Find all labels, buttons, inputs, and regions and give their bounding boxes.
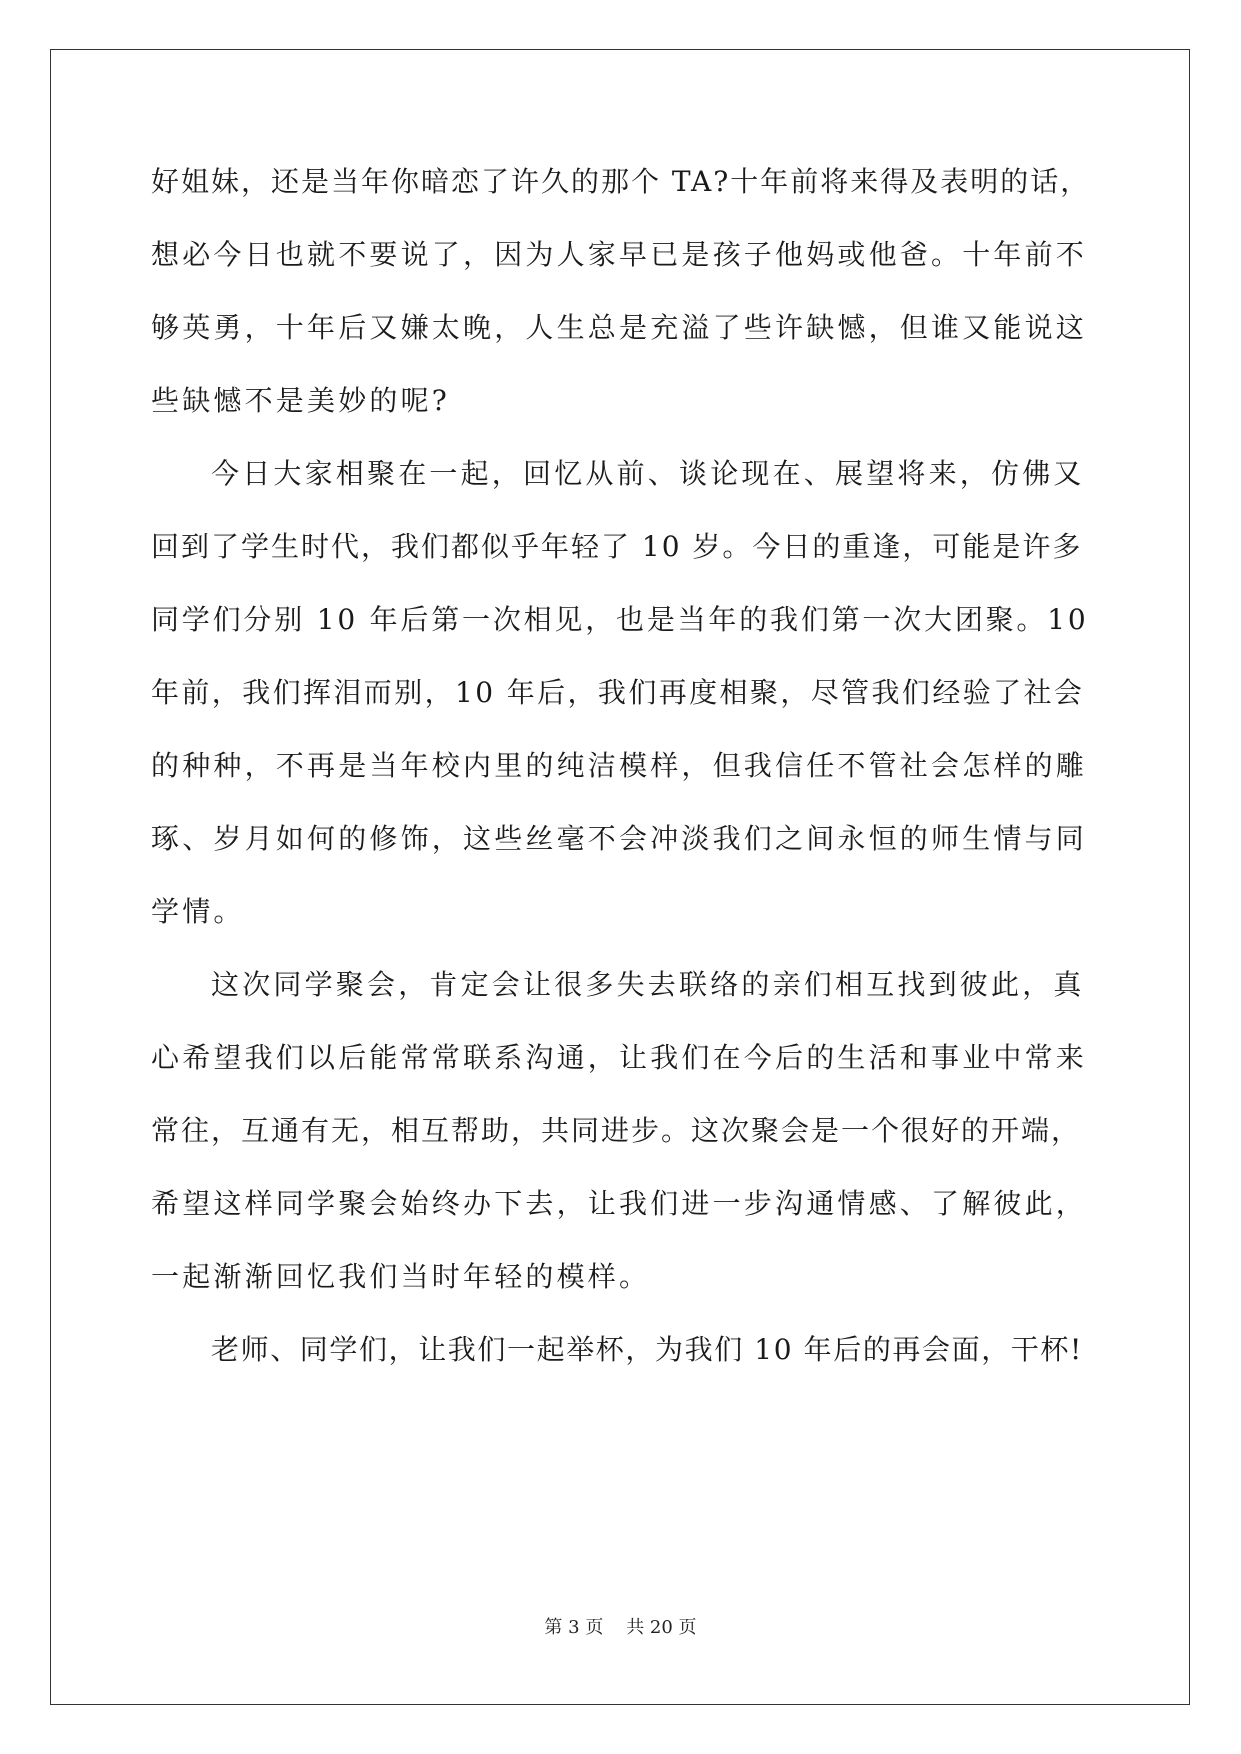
text-line: 年前，我们挥泪而别，10 年后，我们再度相聚，尽管我们经验了社会 (151, 676, 1085, 709)
paragraph-first-line: 今日大家相聚在一起，回忆从前、谈论现在、展望将来，仿佛又 (211, 457, 1085, 490)
text-line: 些缺憾不是美妙的呢? (151, 384, 451, 417)
text-line: 够英勇，十年后又嫌太晚，人生总是充溢了些许缺憾，但谁又能说这 (151, 311, 1088, 344)
text-line: 同学们分别 10 年后第一次相见，也是当年的我们第一次大团聚。10 (151, 603, 1089, 636)
text-line: 的种种，不再是当年校内里的纯洁模样，但我信任不管社会怎样的雕 (151, 749, 1088, 782)
paragraph-first-line: 老师、同学们，让我们一起举杯，为我们 10 年后的再会面，干杯! (211, 1333, 1083, 1366)
page-border (50, 49, 1190, 1705)
paragraph-first-line: 这次同学聚会，肯定会让很多失去联络的亲们相互找到彼此，真 (211, 968, 1085, 1001)
text-line: 学情。 (151, 895, 245, 928)
text-line: 好姐妹，还是当年你暗恋了许久的那个 TA?十年前将来得及表明的话， (151, 165, 1091, 198)
page-number-footer: 第 3 页 共 20 页 (544, 1617, 697, 1638)
text-line: 一起渐渐回忆我们当时年轻的模样。 (151, 1260, 651, 1293)
text-line: 心希望我们以后能常常联系沟通，让我们在今后的生活和事业中常来 (151, 1041, 1088, 1074)
text-line: 琢、岁月如何的修饰，这些丝毫不会冲淡我们之间永恒的师生情与同 (151, 822, 1088, 855)
text-line: 希望这样同学聚会始终办下去，让我们进一步沟通情感、了解彼此， (151, 1187, 1088, 1220)
text-line: 回到了学生时代，我们都似乎年轻了 10 岁。今日的重逢，可能是许多 (151, 530, 1083, 563)
text-line: 常往，互通有无，相互帮助，共同进步。这次聚会是一个很好的开端， (151, 1114, 1082, 1147)
text-line: 想必今日也就不要说了，因为人家早已是孩子他妈或他爸。十年前不 (151, 238, 1088, 271)
